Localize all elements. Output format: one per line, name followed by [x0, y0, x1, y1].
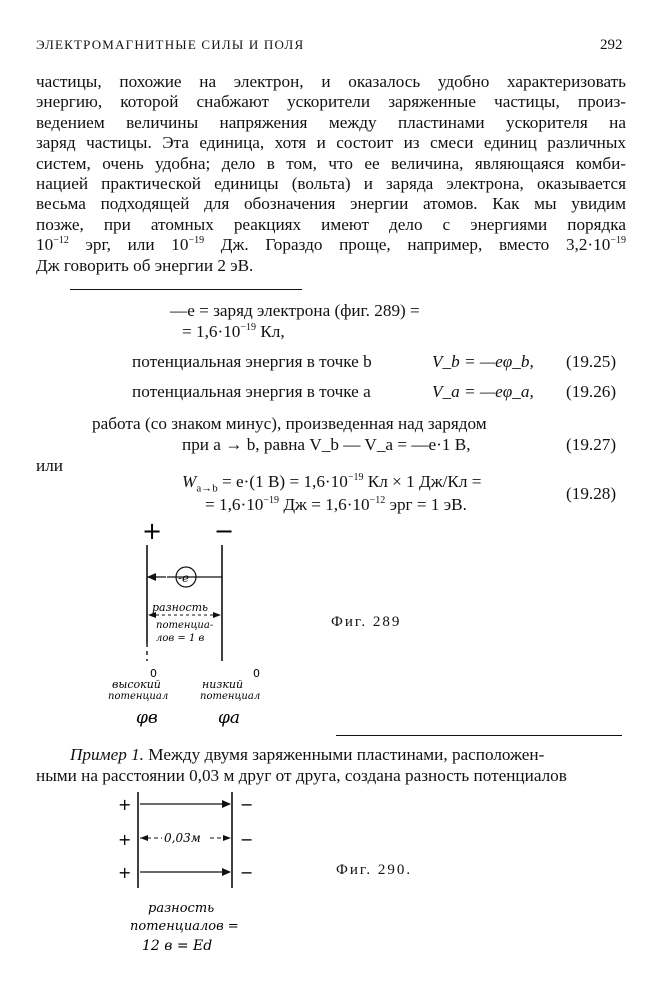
paragraph-line: систем, очень удобна; дело в том, что ее величина, являющаяся комби- [36, 153, 626, 173]
zero-mark-a: 0 [253, 667, 260, 680]
potential-diff-label-1: разность [152, 601, 209, 614]
section-rule [70, 289, 302, 290]
phi-b-label: φв [136, 708, 158, 728]
figure-290-caption: Фиг. 290. [336, 862, 413, 878]
paragraph-line: Дж говорить об энергии 2 эВ. [36, 255, 254, 275]
eq-19-28-line-2: = $1,6\cdot 10^{-19}$ Дж = $1,6\cdot 10^{-12}$ эрг = 1 эВ. [205, 495, 467, 514]
eq-19-28-number: (19.28) [566, 484, 617, 503]
eq-19-25-text: потенциальная энергия в точке b [132, 352, 372, 371]
distance-arrowhead-right [223, 835, 231, 841]
minus-sign: − [214, 517, 235, 545]
eq-19-26-formula: V_a = —eφ_a, [432, 382, 534, 401]
eq-19-26-number: (19.26) [566, 382, 617, 401]
potential-arrowhead-right [213, 612, 221, 618]
paragraph-line: ведением величины напряжения между пластинами ускорителя на [36, 112, 626, 132]
field-arrowhead-3 [222, 868, 231, 876]
paragraph-line: заряд частицы. Эта единица, хотя и состоит из смеси единиц различных [36, 133, 626, 153]
paragraph-line: позже, при атомных реакциях имеют дело с энергиями порядка [36, 214, 626, 234]
potential-diff-label-3: лов = 1 в [156, 633, 205, 644]
eq-19-25-formula: V_b = —eφ_b, [432, 352, 534, 371]
paragraph-intro [36, 72, 626, 276]
page-number: 292 [600, 37, 623, 53]
figure-290-label-3: 12 в = Ed [142, 938, 213, 954]
eq-19-26-text: потенциальная энергия в точке a [132, 382, 371, 401]
paragraph-line: частицы, похожие на электрон, и оказалось удобно характеризовать [36, 72, 626, 91]
minus-sign-1: − [240, 795, 254, 814]
force-arrowhead [147, 573, 156, 581]
paragraph-line-exponents: $10^{-12}$ эрг, или $10^{-19}$ Дж. Гораздо проще, например, вместо $3,2\cdot 10^{-19}$ [36, 235, 626, 255]
work-line-2: при a → b, равна V_b — V_a = —e·1 В, [182, 435, 471, 454]
paragraph-line: энергию, которой снабжают ускорители заряженные частицы, произ- [36, 92, 626, 112]
field-arrowhead-1 [222, 800, 231, 808]
eq-19-25-number: (19.25) [566, 352, 617, 371]
low-potential-label-2: потенциал [200, 691, 261, 702]
zero-mark-b: 0 [150, 667, 157, 680]
eq-19-28-line-1: $W_{a\to b} = e\cdot(1$ $В) = 1,6\cdot 10^{-19}$ Кл × 1 Дж/Кл = [182, 472, 482, 495]
phi-a-label: φa [218, 708, 241, 728]
distance-arrowhead-left [140, 835, 148, 841]
figure-290-label-1: разность [148, 901, 215, 916]
example-line-2: ными на расстоянии 0,03 м друг от друга, создана разность потенциалов [36, 766, 567, 785]
figure-290-diagram [110, 788, 290, 960]
plus-sign-3: + [118, 863, 132, 882]
plus-sign-2: + [118, 830, 132, 849]
paragraph-line: весьма подходящей для обозначения энергии атомов. Как мы увидим [36, 194, 626, 214]
or-word: или [36, 456, 63, 475]
charge-definition: —e = заряд электрона (фиг. 289) = [170, 301, 420, 320]
running-header: ЭЛЕКТРОМАГНИТНЫЕ СИЛЫ И ПОЛЯ [36, 37, 305, 52]
minus-sign-3: − [240, 863, 254, 882]
example-line-1: Пример 1. Между двумя заряженными пластинами, расположен- [70, 745, 545, 764]
section-rule-2 [336, 735, 622, 736]
potential-diff-label-2: потенциа- [156, 620, 214, 631]
high-potential-label-2: потенциал [108, 691, 169, 702]
high-potential-label-1: высокий [112, 678, 161, 691]
charge-value: = $1,6\cdot 10^{-19}$ Кл, [182, 322, 285, 341]
figure-290-label-2: потенциалов = [130, 919, 239, 934]
eq-19-27-number: (19.27) [566, 435, 617, 454]
distance-label: 0,03м [164, 831, 201, 845]
paragraph-line: нацией практической единицы (вольта) и заряда электрона, оказывается [36, 173, 626, 193]
electron-label: -e [178, 571, 190, 585]
work-line-1: работа (со знаком минус), произведенная над зарядом [92, 414, 487, 433]
plus-sign: + [142, 517, 163, 545]
minus-sign-2: − [240, 830, 254, 849]
figure-289-diagram [90, 515, 300, 730]
low-potential-label-1: низкий [202, 678, 244, 691]
plus-sign-1: + [118, 795, 132, 814]
figure-289-caption: Фиг. 289 [331, 614, 402, 630]
